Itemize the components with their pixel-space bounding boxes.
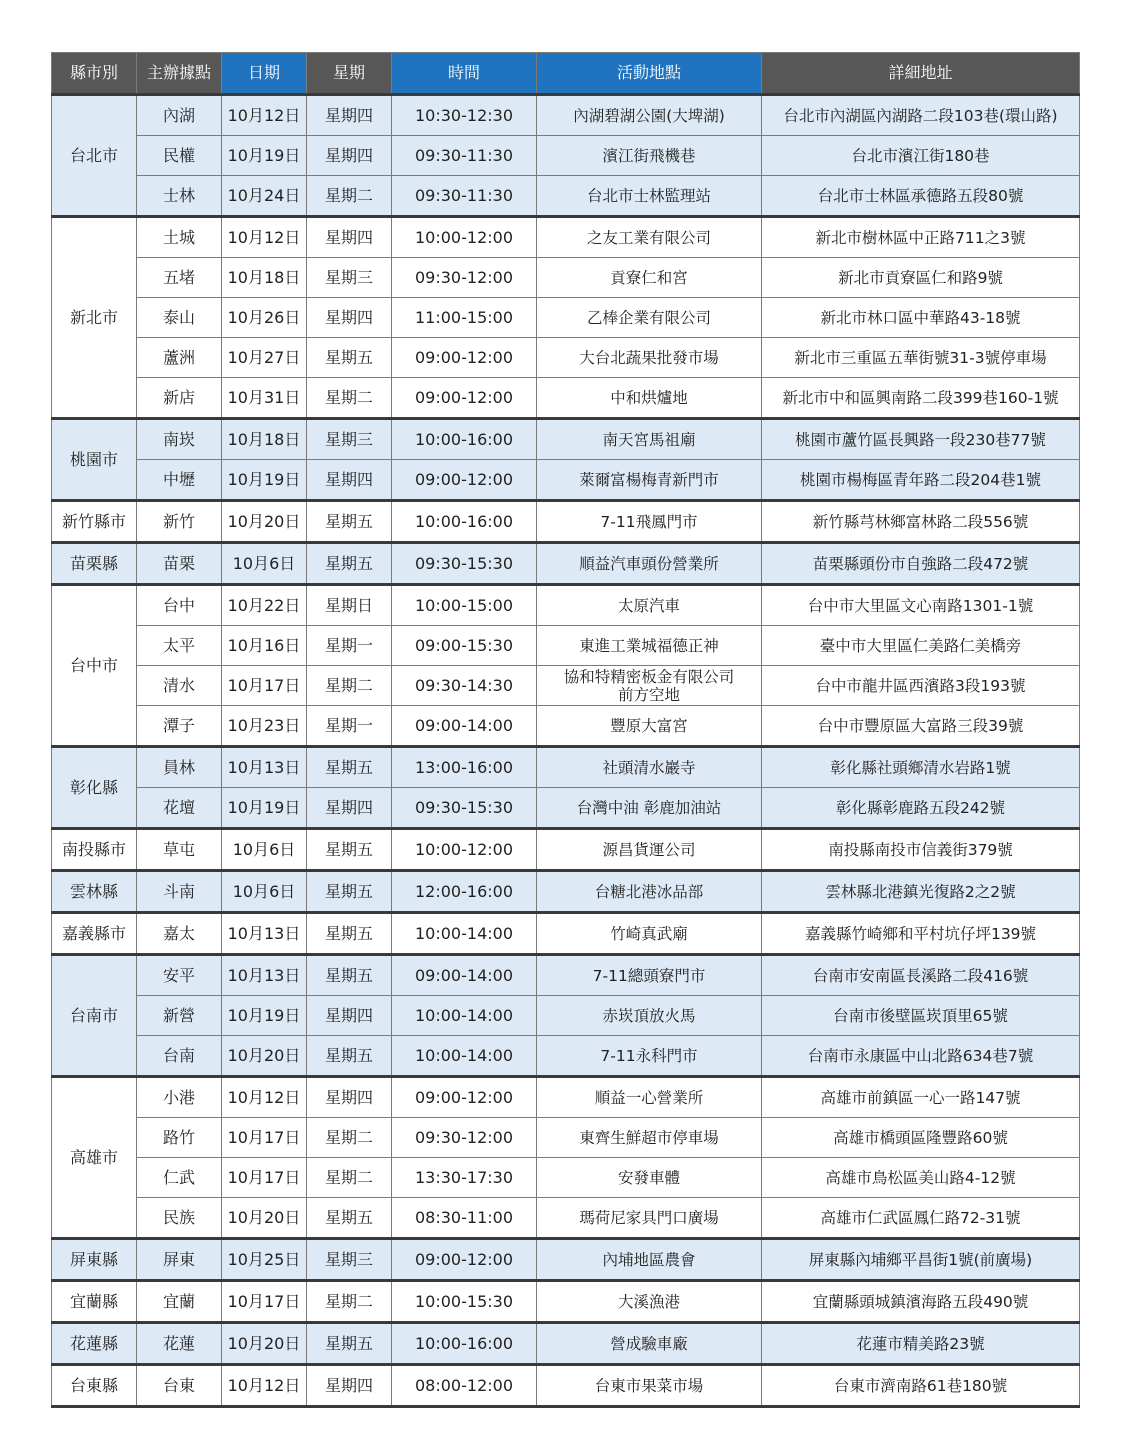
date-cell: 10月25日 bbox=[222, 1239, 307, 1281]
date-cell: 10月24日 bbox=[222, 176, 307, 217]
address-cell: 台北市士林區承德路五段80號 bbox=[762, 176, 1080, 217]
header-row bbox=[52, 53, 1080, 95]
site-cell: 斗南 bbox=[137, 871, 222, 913]
date-cell: 10月31日 bbox=[222, 378, 307, 419]
weekday-cell: 星期五 bbox=[307, 501, 392, 543]
county-cell: 桃園市 bbox=[52, 419, 137, 501]
address-cell: 宜蘭縣頭城鎮濱海路五段490號 bbox=[762, 1281, 1080, 1323]
county-cell: 苗栗縣 bbox=[52, 543, 137, 585]
venue-cell: 萊爾富楊梅青新門市 bbox=[537, 460, 762, 501]
venue-cell: 安發車體 bbox=[537, 1158, 762, 1198]
header-site: 主辦據點 bbox=[137, 53, 222, 95]
site-cell: 花蓮 bbox=[137, 1323, 222, 1365]
time-cell: 13:30-17:30 bbox=[392, 1158, 537, 1198]
header-venue: 活動地點 bbox=[537, 53, 762, 95]
date-cell: 10月27日 bbox=[222, 338, 307, 378]
venue-cell: 之友工業有限公司 bbox=[537, 217, 762, 258]
time-cell: 09:30-11:30 bbox=[392, 176, 537, 217]
county-cell: 台北市 bbox=[52, 95, 137, 217]
table-row bbox=[52, 95, 1080, 136]
table-row bbox=[52, 176, 1080, 217]
venue-cell: 7-11永科門市 bbox=[537, 1036, 762, 1077]
time-cell: 10:00-16:00 bbox=[392, 1323, 537, 1365]
address-cell: 台北市濱江街180巷 bbox=[762, 136, 1080, 176]
venue-cell: 東齊生鮮超市停車場 bbox=[537, 1118, 762, 1158]
site-cell: 花壇 bbox=[137, 788, 222, 829]
date-cell: 10月20日 bbox=[222, 1036, 307, 1077]
date-cell: 10月6日 bbox=[222, 871, 307, 913]
county-cell: 高雄市 bbox=[52, 1077, 137, 1239]
site-cell: 中壢 bbox=[137, 460, 222, 501]
venue-cell: 順益汽車頭份營業所 bbox=[537, 543, 762, 585]
date-cell: 10月6日 bbox=[222, 829, 307, 871]
address-cell: 嘉義縣竹崎鄉和平村坑仔坪139號 bbox=[762, 913, 1080, 955]
site-cell: 安平 bbox=[137, 955, 222, 996]
weekday-cell: 星期四 bbox=[307, 217, 392, 258]
date-cell: 10月23日 bbox=[222, 706, 307, 747]
date-cell: 10月26日 bbox=[222, 298, 307, 338]
time-cell: 09:00-12:00 bbox=[392, 338, 537, 378]
header-weekday: 星期 bbox=[307, 53, 392, 95]
table-row bbox=[52, 1323, 1080, 1365]
site-cell: 宜蘭 bbox=[137, 1281, 222, 1323]
venue-cell: 順益一心營業所 bbox=[537, 1077, 762, 1118]
weekday-cell: 星期五 bbox=[307, 871, 392, 913]
date-cell: 10月16日 bbox=[222, 626, 307, 666]
time-cell: 09:00-15:30 bbox=[392, 626, 537, 666]
time-cell: 10:00-14:00 bbox=[392, 1036, 537, 1077]
address-cell: 台南市永康區中山北路634巷7號 bbox=[762, 1036, 1080, 1077]
date-cell: 10月20日 bbox=[222, 1198, 307, 1239]
venue-cell: 內湖碧湖公園(大埤湖) bbox=[537, 95, 762, 136]
venue-cell: 內埔地區農會 bbox=[537, 1239, 762, 1281]
weekday-cell: 星期四 bbox=[307, 788, 392, 829]
venue-cell: 台北市士林監理站 bbox=[537, 176, 762, 217]
time-cell: 10:00-14:00 bbox=[392, 913, 537, 955]
date-cell: 10月13日 bbox=[222, 913, 307, 955]
date-cell: 10月19日 bbox=[222, 136, 307, 176]
address-cell: 桃園市楊梅區青年路二段204巷1號 bbox=[762, 460, 1080, 501]
header-address: 詳細地址 bbox=[762, 53, 1080, 95]
address-cell: 台北市內湖區內湖路二段103巷(環山路) bbox=[762, 95, 1080, 136]
address-cell: 雲林縣北港鎮光復路2之2號 bbox=[762, 871, 1080, 913]
county-cell: 南投縣市 bbox=[52, 829, 137, 871]
site-cell: 路竹 bbox=[137, 1118, 222, 1158]
county-cell: 嘉義縣市 bbox=[52, 913, 137, 955]
time-cell: 09:30-12:00 bbox=[392, 258, 537, 298]
address-cell: 高雄市仁武區鳳仁路72-31號 bbox=[762, 1198, 1080, 1239]
venue-cell: 瑪荷尼家具門口廣場 bbox=[537, 1198, 762, 1239]
venue-cell bbox=[537, 666, 762, 706]
time-cell: 10:30-12:30 bbox=[392, 95, 537, 136]
weekday-cell: 星期二 bbox=[307, 1118, 392, 1158]
weekday-cell: 星期一 bbox=[307, 626, 392, 666]
county-cell: 雲林縣 bbox=[52, 871, 137, 913]
time-cell: 10:00-12:00 bbox=[392, 217, 537, 258]
address-cell: 台南市安南區長溪路二段416號 bbox=[762, 955, 1080, 996]
weekday-cell: 星期五 bbox=[307, 747, 392, 788]
site-cell: 民族 bbox=[137, 1198, 222, 1239]
table-row bbox=[52, 996, 1080, 1036]
venue-cell: 台東市果菜市場 bbox=[537, 1365, 762, 1407]
time-cell: 10:00-12:00 bbox=[392, 829, 537, 871]
table-row bbox=[52, 378, 1080, 419]
venue-cell: 台灣中油 彰鹿加油站 bbox=[537, 788, 762, 829]
weekday-cell: 星期日 bbox=[307, 585, 392, 626]
county-cell: 新北市 bbox=[52, 217, 137, 419]
header-county: 縣市別 bbox=[52, 53, 137, 95]
table-row bbox=[52, 1158, 1080, 1198]
venue-cell: 7-11總頭寮門市 bbox=[537, 955, 762, 996]
date-cell: 10月19日 bbox=[222, 996, 307, 1036]
date-cell: 10月13日 bbox=[222, 955, 307, 996]
date-cell: 10月18日 bbox=[222, 258, 307, 298]
date-cell: 10月22日 bbox=[222, 585, 307, 626]
table-row bbox=[52, 136, 1080, 176]
address-cell: 屏東縣內埔鄉平昌街1號(前廣場) bbox=[762, 1239, 1080, 1281]
county-cell: 台東縣 bbox=[52, 1365, 137, 1407]
weekday-cell: 星期五 bbox=[307, 1198, 392, 1239]
address-cell: 新北市三重區五華街號31-3號停車場 bbox=[762, 338, 1080, 378]
weekday-cell: 星期一 bbox=[307, 706, 392, 747]
time-cell: 10:00-14:00 bbox=[392, 996, 537, 1036]
time-cell: 11:00-15:00 bbox=[392, 298, 537, 338]
venue-cell: 社頭清水巖寺 bbox=[537, 747, 762, 788]
address-cell: 新竹縣芎林鄉富林路二段556號 bbox=[762, 501, 1080, 543]
table-row bbox=[52, 1036, 1080, 1077]
table-row bbox=[52, 871, 1080, 913]
county-cell: 台中市 bbox=[52, 585, 137, 747]
site-cell: 員林 bbox=[137, 747, 222, 788]
venue-cell: 赤崁頂放火馬 bbox=[537, 996, 762, 1036]
address-cell: 台中市豐原區大富路三段39號 bbox=[762, 706, 1080, 747]
site-cell: 嘉太 bbox=[137, 913, 222, 955]
time-cell: 09:00-12:00 bbox=[392, 378, 537, 419]
address-cell: 高雄市橋頭區隆豐路60號 bbox=[762, 1118, 1080, 1158]
address-cell: 新北市貢寮區仁和路9號 bbox=[762, 258, 1080, 298]
table-row bbox=[52, 1365, 1080, 1407]
address-cell: 台南市後壁區崁頂里65號 bbox=[762, 996, 1080, 1036]
weekday-cell: 星期二 bbox=[307, 1281, 392, 1323]
date-cell: 10月17日 bbox=[222, 1118, 307, 1158]
header-time: 時間 bbox=[392, 53, 537, 95]
venue-line-1: 協和特精密板金有限公司 bbox=[563, 667, 735, 686]
date-cell: 10月19日 bbox=[222, 788, 307, 829]
venue-cell: 南天宮馬祖廟 bbox=[537, 419, 762, 460]
date-cell: 10月12日 bbox=[222, 1077, 307, 1118]
date-cell: 10月12日 bbox=[222, 95, 307, 136]
address-cell: 高雄市鳥松區美山路4-12號 bbox=[762, 1158, 1080, 1198]
weekday-cell: 星期二 bbox=[307, 1158, 392, 1198]
site-cell: 五堵 bbox=[137, 258, 222, 298]
date-cell: 10月20日 bbox=[222, 1323, 307, 1365]
county-cell: 宜蘭縣 bbox=[52, 1281, 137, 1323]
schedule-body bbox=[52, 95, 1080, 1407]
time-cell: 09:30-15:30 bbox=[392, 788, 537, 829]
time-cell: 10:00-16:00 bbox=[392, 501, 537, 543]
site-cell: 草屯 bbox=[137, 829, 222, 871]
site-cell: 仁武 bbox=[137, 1158, 222, 1198]
weekday-cell: 星期四 bbox=[307, 1077, 392, 1118]
county-cell: 花蓮縣 bbox=[52, 1323, 137, 1365]
county-cell: 屏東縣 bbox=[52, 1239, 137, 1281]
table-row bbox=[52, 258, 1080, 298]
site-cell: 台中 bbox=[137, 585, 222, 626]
county-cell: 新竹縣市 bbox=[52, 501, 137, 543]
date-cell: 10月17日 bbox=[222, 666, 307, 706]
weekday-cell: 星期五 bbox=[307, 338, 392, 378]
table-row bbox=[52, 747, 1080, 788]
site-cell: 士林 bbox=[137, 176, 222, 217]
weekday-cell: 星期二 bbox=[307, 176, 392, 217]
table-row bbox=[52, 419, 1080, 460]
weekday-cell: 星期五 bbox=[307, 955, 392, 996]
site-cell: 南崁 bbox=[137, 419, 222, 460]
site-cell: 屏東 bbox=[137, 1239, 222, 1281]
address-cell: 臺中市大里區仁美路仁美橋旁 bbox=[762, 626, 1080, 666]
address-cell: 桃園市蘆竹區長興路一段230巷77號 bbox=[762, 419, 1080, 460]
time-cell: 09:00-12:00 bbox=[392, 460, 537, 501]
venue-cell: 東進工業城福德正神 bbox=[537, 626, 762, 666]
venue-cell: 7-11飛鳳門市 bbox=[537, 501, 762, 543]
time-cell: 10:00-15:00 bbox=[392, 585, 537, 626]
venue-cell: 貢寮仁和宮 bbox=[537, 258, 762, 298]
table-row bbox=[52, 829, 1080, 871]
date-cell: 10月17日 bbox=[222, 1281, 307, 1323]
weekday-cell: 星期二 bbox=[307, 666, 392, 706]
venue-cell: 竹崎真武廟 bbox=[537, 913, 762, 955]
venue-cell: 太原汽車 bbox=[537, 585, 762, 626]
address-cell: 彰化縣彰鹿路五段242號 bbox=[762, 788, 1080, 829]
table-row bbox=[52, 788, 1080, 829]
address-cell: 台中市龍井區西濱路3段193號 bbox=[762, 666, 1080, 706]
venue-line-2: 前方空地 bbox=[617, 685, 680, 704]
table-row bbox=[52, 1198, 1080, 1239]
time-cell: 08:00-12:00 bbox=[392, 1365, 537, 1407]
header-date: 日期 bbox=[222, 53, 307, 95]
table-row bbox=[52, 217, 1080, 258]
county-cell: 台南市 bbox=[52, 955, 137, 1077]
date-cell: 10月6日 bbox=[222, 543, 307, 585]
address-cell: 台東市濟南路61巷180號 bbox=[762, 1365, 1080, 1407]
weekday-cell: 星期三 bbox=[307, 1239, 392, 1281]
table-row bbox=[52, 585, 1080, 626]
table-row bbox=[52, 460, 1080, 501]
table-row bbox=[52, 298, 1080, 338]
weekday-cell: 星期四 bbox=[307, 136, 392, 176]
time-cell: 09:00-14:00 bbox=[392, 955, 537, 996]
date-cell: 10月12日 bbox=[222, 217, 307, 258]
venue-cell: 大溪漁港 bbox=[537, 1281, 762, 1323]
address-cell: 彰化縣社頭鄉清水岩路1號 bbox=[762, 747, 1080, 788]
site-cell: 新店 bbox=[137, 378, 222, 419]
table-row bbox=[52, 543, 1080, 585]
weekday-cell: 星期五 bbox=[307, 543, 392, 585]
address-cell: 花蓮市精美路23號 bbox=[762, 1323, 1080, 1365]
weekday-cell: 星期二 bbox=[307, 378, 392, 419]
venue-cell: 濱江街飛機巷 bbox=[537, 136, 762, 176]
site-cell: 小港 bbox=[137, 1077, 222, 1118]
time-cell: 09:00-12:00 bbox=[392, 1239, 537, 1281]
weekday-cell: 星期五 bbox=[307, 829, 392, 871]
time-cell: 09:30-12:00 bbox=[392, 1118, 537, 1158]
table-row bbox=[52, 338, 1080, 378]
weekday-cell: 星期四 bbox=[307, 1365, 392, 1407]
time-cell: 09:30-14:30 bbox=[392, 666, 537, 706]
site-cell: 苗栗 bbox=[137, 543, 222, 585]
table-row bbox=[52, 1239, 1080, 1281]
table-row bbox=[52, 1077, 1080, 1118]
weekday-cell: 星期四 bbox=[307, 298, 392, 338]
address-cell: 台中市大里區文心南路1301-1號 bbox=[762, 585, 1080, 626]
address-cell: 新北市中和區興南路二段399巷160-1號 bbox=[762, 378, 1080, 419]
address-cell: 新北市林口區中華路43-18號 bbox=[762, 298, 1080, 338]
time-cell: 09:30-15:30 bbox=[392, 543, 537, 585]
weekday-cell: 星期五 bbox=[307, 1323, 392, 1365]
date-cell: 10月12日 bbox=[222, 1365, 307, 1407]
weekday-cell: 星期四 bbox=[307, 996, 392, 1036]
venue-cell: 乙棒企業有限公司 bbox=[537, 298, 762, 338]
date-cell: 10月17日 bbox=[222, 1158, 307, 1198]
site-cell: 清水 bbox=[137, 666, 222, 706]
address-cell: 南投縣南投市信義街379號 bbox=[762, 829, 1080, 871]
site-cell: 台東 bbox=[137, 1365, 222, 1407]
time-cell: 08:30-11:00 bbox=[392, 1198, 537, 1239]
date-cell: 10月20日 bbox=[222, 501, 307, 543]
event-schedule-table bbox=[51, 52, 1080, 1408]
county-cell: 彰化縣 bbox=[52, 747, 137, 829]
address-cell: 新北市樹林區中正路711之3號 bbox=[762, 217, 1080, 258]
weekday-cell: 星期五 bbox=[307, 1036, 392, 1077]
venue-cell: 中和烘爐地 bbox=[537, 378, 762, 419]
site-cell: 新營 bbox=[137, 996, 222, 1036]
weekday-cell: 星期四 bbox=[307, 460, 392, 501]
site-cell: 泰山 bbox=[137, 298, 222, 338]
time-cell: 10:00-16:00 bbox=[392, 419, 537, 460]
venue-cell: 豐原大富宮 bbox=[537, 706, 762, 747]
venue-cell: 大台北蔬果批發市場 bbox=[537, 338, 762, 378]
time-cell: 10:00-15:30 bbox=[392, 1281, 537, 1323]
time-cell: 09:30-11:30 bbox=[392, 136, 537, 176]
address-cell: 高雄市前鎮區一心一路147號 bbox=[762, 1077, 1080, 1118]
time-cell: 13:00-16:00 bbox=[392, 747, 537, 788]
weekday-cell: 星期三 bbox=[307, 419, 392, 460]
address-cell: 苗栗縣頭份市自強路二段472號 bbox=[762, 543, 1080, 585]
venue-cell: 源昌貨運公司 bbox=[537, 829, 762, 871]
weekday-cell: 星期五 bbox=[307, 913, 392, 955]
table-row bbox=[52, 913, 1080, 955]
site-cell: 民權 bbox=[137, 136, 222, 176]
table-row bbox=[52, 501, 1080, 543]
table-row bbox=[52, 626, 1080, 666]
site-cell: 太平 bbox=[137, 626, 222, 666]
time-cell: 09:00-12:00 bbox=[392, 1077, 537, 1118]
venue-cell: 台糖北港冰品部 bbox=[537, 871, 762, 913]
weekday-cell: 星期三 bbox=[307, 258, 392, 298]
venue-cell: 營成驗車廠 bbox=[537, 1323, 762, 1365]
table-row bbox=[52, 706, 1080, 747]
site-cell: 土城 bbox=[137, 217, 222, 258]
site-cell: 內湖 bbox=[137, 95, 222, 136]
date-cell: 10月19日 bbox=[222, 460, 307, 501]
time-cell: 09:00-14:00 bbox=[392, 706, 537, 747]
table-row bbox=[52, 1118, 1080, 1158]
weekday-cell: 星期四 bbox=[307, 95, 392, 136]
table-row bbox=[52, 955, 1080, 996]
time-cell: 12:00-16:00 bbox=[392, 871, 537, 913]
date-cell: 10月13日 bbox=[222, 747, 307, 788]
table-row bbox=[52, 666, 1080, 706]
site-cell: 台南 bbox=[137, 1036, 222, 1077]
site-cell: 潭子 bbox=[137, 706, 222, 747]
site-cell: 新竹 bbox=[137, 501, 222, 543]
table-row bbox=[52, 1281, 1080, 1323]
date-cell: 10月18日 bbox=[222, 419, 307, 460]
site-cell: 蘆洲 bbox=[137, 338, 222, 378]
